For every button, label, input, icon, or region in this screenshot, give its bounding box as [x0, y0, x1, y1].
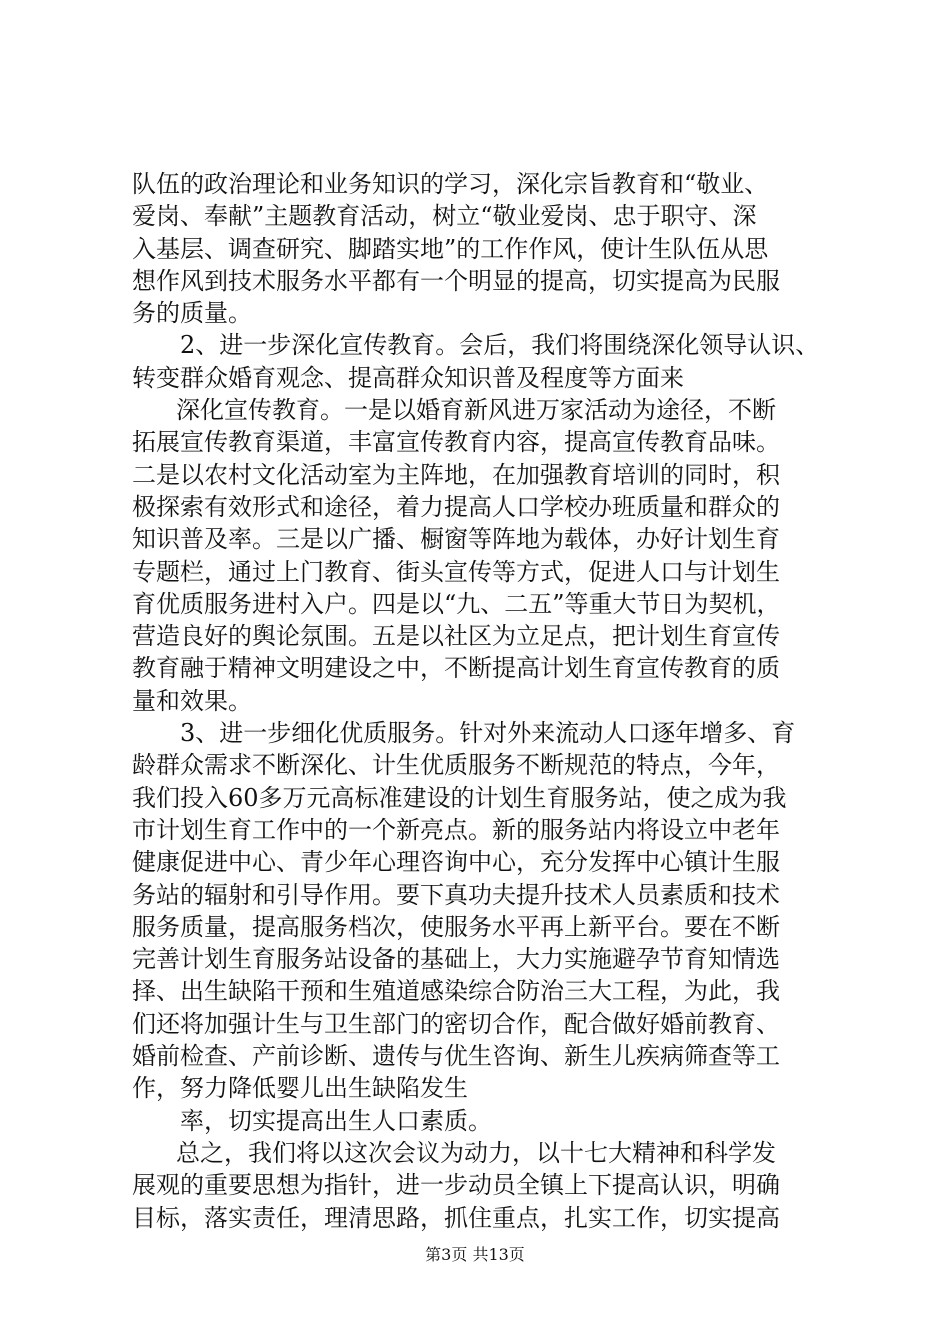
text-line: 目标，落实责任，理清思路，抓住重点，扎实工作，切实提高 — [132, 1203, 780, 1232]
text-line: 极探索有效形式和途径，着力提高人口学校办班质量和群众的 — [132, 492, 780, 521]
text-line: 务站的辐射和引导作用。要下真功夫提升技术人员素质和技术 — [132, 880, 780, 909]
text-line: 们还将加强计生与卫生部门的密切合作，配合做好婚前教育、 — [132, 1009, 780, 1038]
paragraph-start-line: 2、进一步深化宣传教育。会后，我们将围绕深化领导认识、 — [180, 331, 820, 360]
text-line: 营造良好的舆论氛围。五是以社区为立足点，把计划生育宣传 — [132, 622, 780, 651]
text-line: 服务质量，提高服务档次，使服务水平再上新平台。要在不断 — [132, 912, 780, 941]
text-line: 我们投入60多万元高标准建设的计划生育服务站，使之成为我 — [132, 783, 787, 812]
text-line: 知识普及率。三是以广播、橱窗等阵地为载体，办好计划生育 — [132, 525, 780, 554]
text-line: 龄群众需求不断深化、计生优质服务不断规范的特点，今年， — [132, 751, 780, 780]
text-line: 想作风到技术服务水平都有一个明显的提高，切实提高为民服 — [132, 266, 780, 295]
paragraph-start-line: 3、进一步细化优质服务。针对外来流动人口逐年增多、育 — [180, 719, 796, 748]
paragraph-start-line: 率，切实提高出生人口素质。 — [180, 1106, 492, 1135]
text-line: 二是以农村文化活动室为主阵地，在加强教育培训的同时，积 — [132, 460, 780, 489]
text-line: 作，努力降低婴儿出生缺陷发生 — [132, 1074, 468, 1103]
page-number-footer: 第3页 共13页 — [425, 1245, 525, 1264]
body-text — [132, 168, 832, 1234]
paragraph-start-line: 深化宣传教育。一是以婚育新风进万家活动为途径，不断 — [176, 396, 776, 425]
text-line: 婚前检查、产前诊断、遗传与优生咨询、新生儿疾病筛查等工 — [132, 1042, 780, 1071]
text-line: 务的质量。 — [132, 299, 252, 328]
text-line: 入基层、调查研究、脚踏实地”的工作作风，使计生队伍从思 — [132, 234, 769, 263]
text-line: 转变群众婚育观念、提高群众知识普及程度等方面来 — [132, 363, 684, 392]
text-line: 爱岗、奉献”主题教育活动，树立“敬业爱岗、忠于职守、深 — [132, 202, 757, 231]
text-line: 教育融于精神文明建设之中，不断提高计划生育宣传教育的质 — [132, 654, 780, 683]
text-line: 育优质服务进村入户。四是以“九、二五”等重大节日为契机， — [132, 589, 781, 618]
text-line: 队伍的政治理论和业务知识的学习，深化宗旨教育和“敬业、 — [132, 170, 769, 198]
text-line: 市计划生育工作中的一个新亮点。新的服务站内将设立中老年 — [132, 815, 780, 844]
text-line: 完善计划生育服务站设备的基础上，大力实施避孕节育知情选 — [132, 945, 780, 974]
text-line: 展观的重要思想为指针，进一步动员全镇上下提高认识，明确 — [132, 1171, 780, 1200]
text-line: 拓展宣传教育渠道，丰富宣传教育内容，提高宣传教育品味。 — [132, 428, 780, 457]
text-line: 专题栏，通过上门教育、街头宣传等方式，促进人口与计划生 — [132, 557, 780, 586]
text-line: 量和效果。 — [132, 686, 252, 715]
paragraph-start-line: 总之，我们将以这次会议为动力，以十七大精神和科学发 — [176, 1138, 776, 1167]
text-line: 择、出生缺陷干预和生殖道感染综合防治三大工程，为此，我 — [132, 977, 780, 1006]
text-line: 健康促进中心、青少年心理咨询中心，充分发挥中心镇计生服 — [132, 848, 780, 877]
